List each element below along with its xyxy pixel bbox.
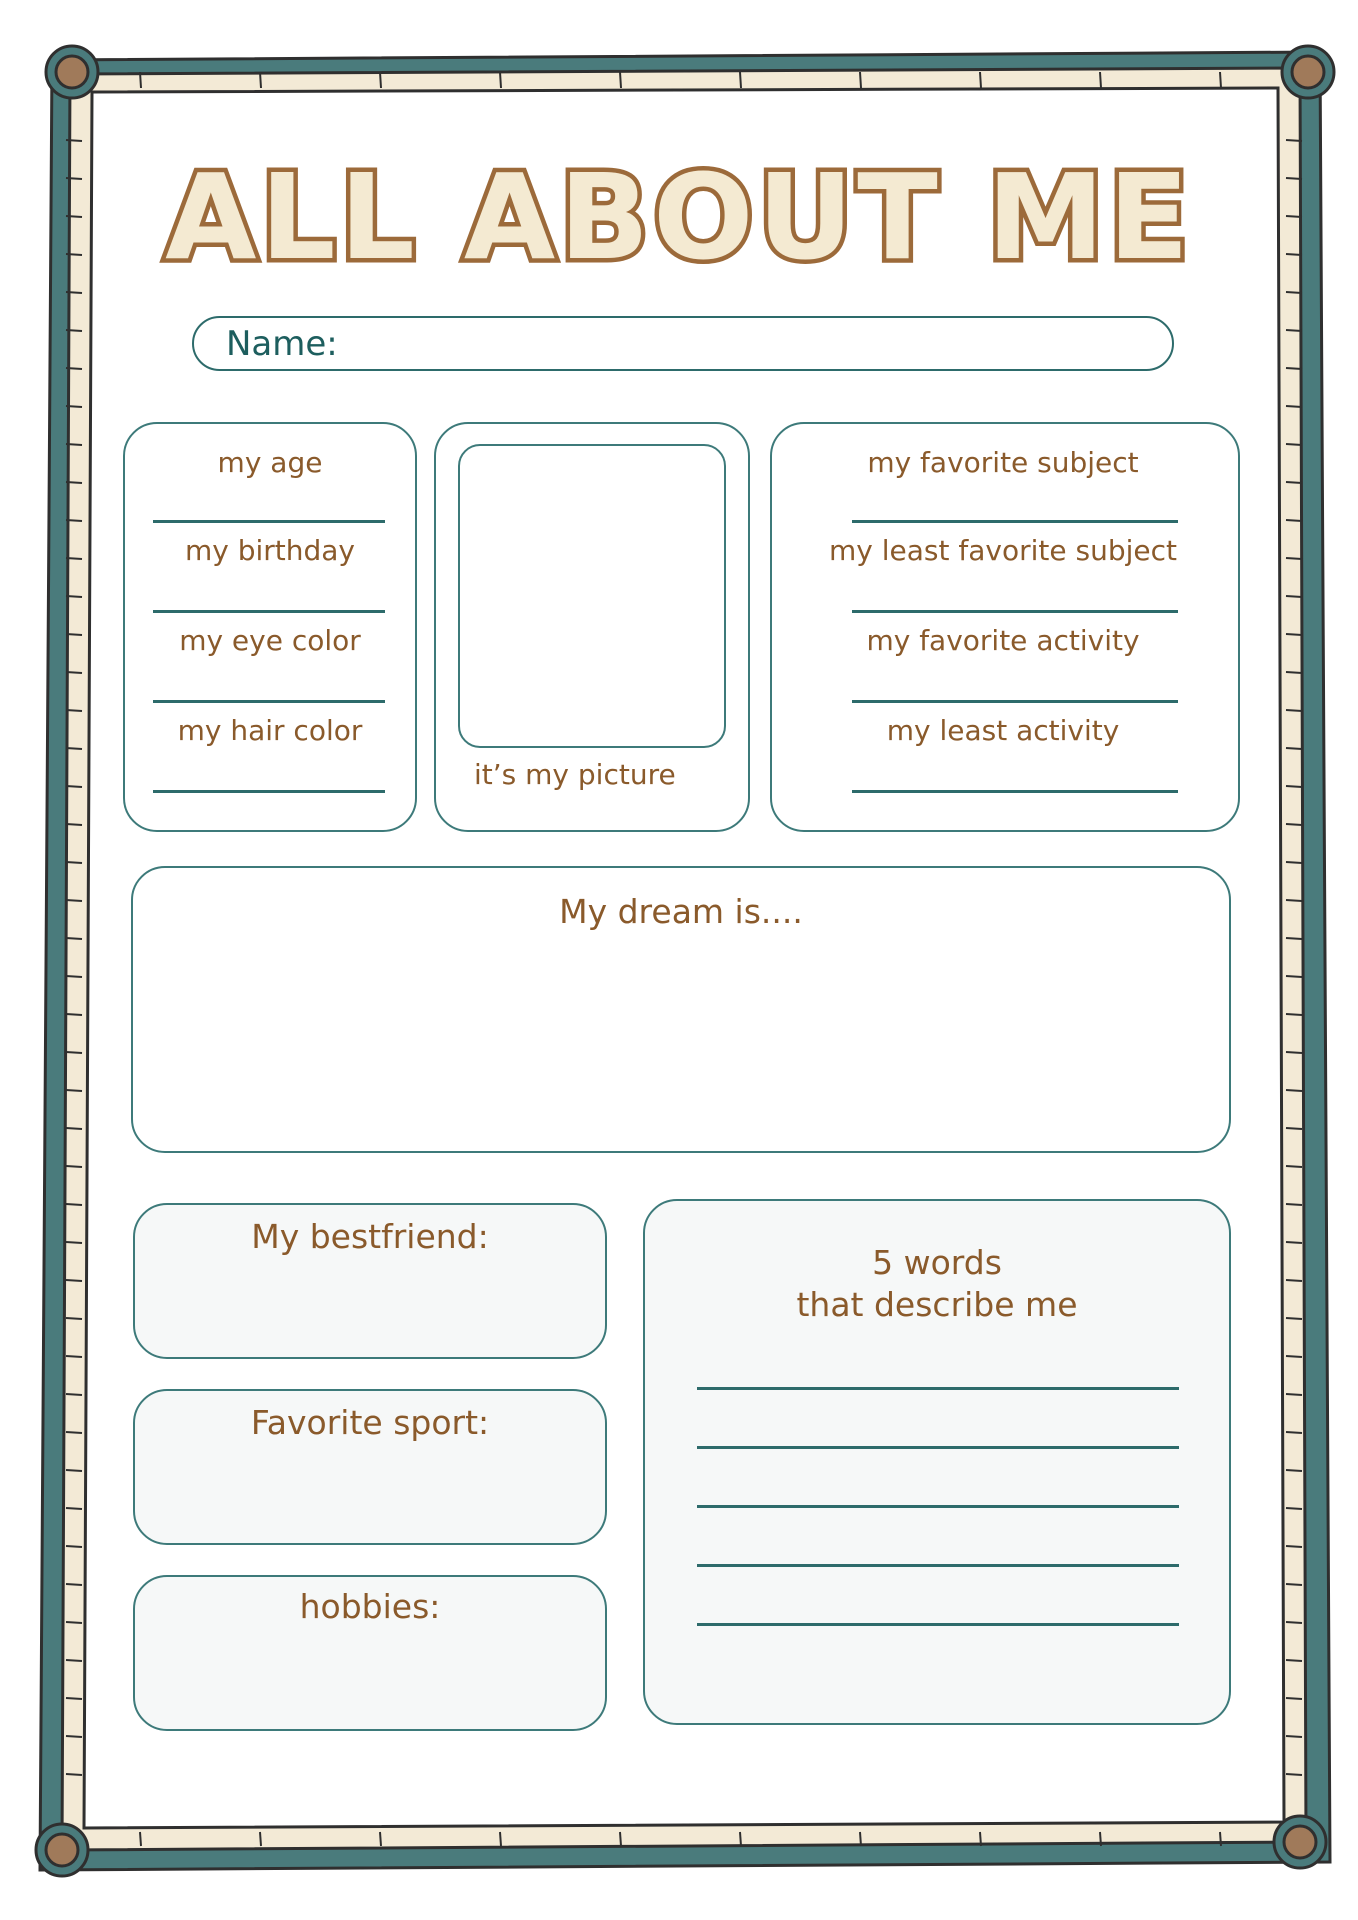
five-words-title-line1: 5 words [872,1243,1002,1282]
page-title-text: ALL ABOUT ME [165,148,1193,286]
name-field[interactable] [192,316,1174,371]
word-line-1[interactable] [697,1387,1179,1390]
dream-box[interactable] [131,866,1231,1153]
personal-info-card [123,422,417,832]
hobbies-box[interactable] [133,1575,607,1731]
corner-knob-bl-icon [36,1824,88,1876]
favorites-card [770,422,1240,832]
age-line[interactable] [153,520,385,523]
favorite-subject-label: my favorite subject [867,446,1139,479]
favorite-activity-line[interactable] [852,700,1178,703]
name-label: Name: [226,324,338,364]
eye-color-line[interactable] [153,700,385,703]
dream-label: My dream is.... [559,892,803,931]
picture-card [434,422,750,832]
birthday-line[interactable] [153,610,385,613]
age-label: my age [217,446,323,479]
word-line-4[interactable] [697,1564,1179,1567]
hair-color-label: my hair color [177,714,363,747]
least-activity-label: my least activity [886,714,1120,747]
favorite-activity-label: my favorite activity [866,624,1140,657]
bestfriend-box[interactable] [133,1203,607,1359]
least-favorite-subject-label: my least favorite subject [829,534,1177,567]
hair-color-line[interactable] [153,790,385,793]
five-words-title-line2: that describe me [796,1285,1078,1324]
corner-knob-br-icon [1274,1816,1326,1868]
birthday-label: my birthday [184,534,356,567]
favorite-sport-label: Favorite sport: [250,1403,490,1442]
eye-color-label: my eye color [179,624,361,657]
picture-caption: it’s my picture [474,758,676,791]
favorite-sport-box[interactable] [133,1389,607,1545]
five-words-box [643,1199,1231,1725]
word-line-3[interactable] [697,1505,1179,1508]
picture-frame[interactable] [458,444,726,748]
least-favorite-subject-line[interactable] [852,610,1178,613]
corner-knob-tl-icon [46,46,98,98]
word-line-5[interactable] [697,1623,1179,1626]
bestfriend-label: My bestfriend: [251,1217,489,1256]
corner-knob-tr-icon [1282,46,1334,98]
word-line-2[interactable] [697,1446,1179,1449]
favorite-subject-line[interactable] [852,520,1178,523]
page-title [0,148,1358,288]
hobbies-label: hobbies: [299,1587,441,1626]
least-activity-line[interactable] [852,790,1178,793]
